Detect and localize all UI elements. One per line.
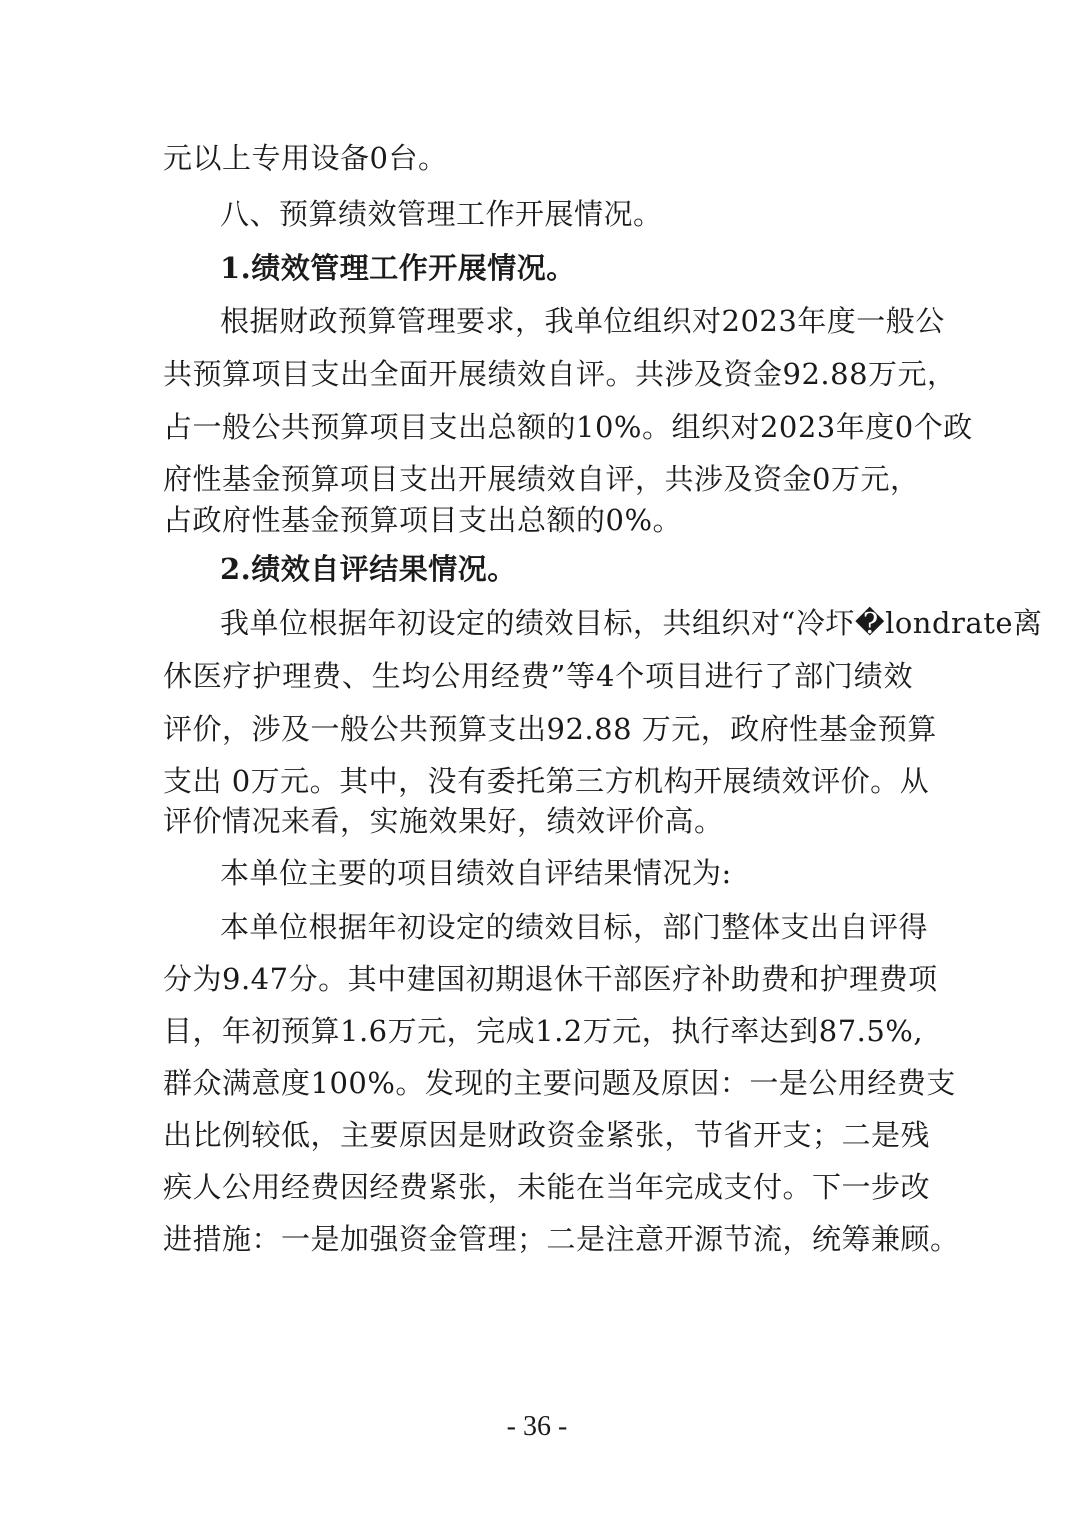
paragraph-line: 府性基金预算项目支出开展绩效自评，共涉及资金0万元， [163, 462, 920, 496]
paragraph-line: 支出 0万元。其中，没有委托第三方机构开展绩效评价。从 [163, 764, 930, 798]
paragraph-line: 评价情况来看，实施效果好，绩效评价高。 [163, 804, 724, 838]
paragraph-line: 出比例较低，主要原因是财政资金紧张，节省开支；二是残 [163, 1118, 931, 1152]
paragraph-line: 共预算项目支出全面开展绩效自评。共涉及资金92.88万元， [163, 357, 957, 391]
paragraph-line: 评价，涉及一般公共预算支出92.88 万元，政府性基金预算 [163, 712, 937, 746]
page-number: - 36 - [506, 1411, 568, 1442]
paragraph-line: 分为9.47分。其中建国初期退休干部医疗补助费和护理费项 [163, 962, 938, 996]
text-line: 元以上专用设备0台。 [163, 141, 448, 175]
paragraph-line: 我单位根据年初设定的绩效目标，共组织对“冷圷�londrate离 [220, 606, 1043, 640]
paragraph-line: 目，年初预算1.6万元，完成1.2万元，执行率达到87.5%, [163, 1014, 924, 1048]
paragraph-line: 占政府性基金预算项目支出总额的0%。 [163, 503, 683, 537]
paragraph-line: 休医疗护理费、生均公用经费”等4个项目进行了部门绩效 [163, 659, 913, 693]
paragraph-line: 占一般公共预算项目支出总额的10%。组织对2023年度0个政 [163, 410, 973, 444]
paragraph-line: 本单位主要的项目绩效自评结果情况为: [220, 856, 732, 890]
paragraph-line: 进措施：一是加强资金管理；二是注意开源节流，统筹兼顾。 [163, 1222, 960, 1256]
paragraph-line: 根据财政预算管理要求，我单位组织对2023年度一般公 [220, 304, 945, 338]
paragraph-line: 本单位根据年初设定的绩效目标，部门整体支出自评得 [220, 910, 929, 944]
section-heading: 八、预算绩效管理工作开展情况。 [220, 197, 663, 231]
paragraph-line: 群众满意度100%。发现的主要问题及原因：一是公用经费支 [163, 1066, 956, 1100]
subsection-heading: 2.绩效自评结果情况。 [220, 552, 517, 586]
subsection-heading: 1.绩效管理工作开展情况。 [220, 251, 576, 285]
paragraph-line: 疾人公用经费因经费紧张，未能在当年完成支付。下一步改 [163, 1170, 931, 1204]
